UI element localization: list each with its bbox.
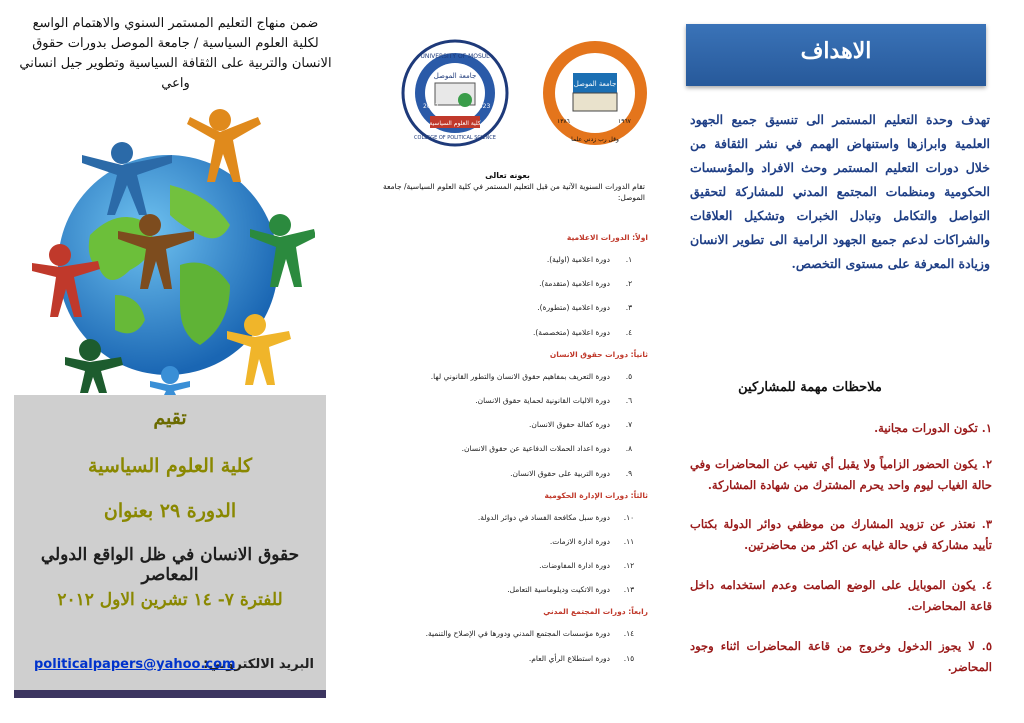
course-item xyxy=(366,389,648,413)
course-dates: للفترة ٧- ١٤ تشرين الاول ٢٠١٢ xyxy=(57,590,283,610)
course-item xyxy=(366,296,648,320)
course-announcement-box xyxy=(14,395,326,695)
email-link[interactable]: politicalpapers@yahoo.com xyxy=(34,657,236,672)
course-item-number: ١١. xyxy=(623,536,635,546)
university-logo-year-b: ١٩٦٧ xyxy=(618,118,631,125)
course-item-text: دورة التعريف بمفاهيم حقوق الانسان والتطور القانوني لها. xyxy=(430,371,610,381)
course-item xyxy=(366,365,648,389)
course-item-text: دورة التربية على حقوق الانسان. xyxy=(510,468,610,478)
logos xyxy=(380,38,680,168)
course-item-number: ٧. xyxy=(625,420,633,430)
right-panel xyxy=(680,0,1024,723)
college-logo-name: جامعة الموصل xyxy=(433,72,477,80)
college-logo-year-right: 1423 xyxy=(475,103,491,110)
announcement-line-3: الدورة ٢٩ بعنوان xyxy=(103,500,237,522)
university-logo-name: جامعة الموصل xyxy=(573,80,617,88)
course-item xyxy=(366,413,648,437)
course-item-number: ١٤. xyxy=(623,629,635,639)
course-section-title: ثانياً: دورات حقوق الانسان xyxy=(549,349,648,359)
note-3: ٣. نعتذر عن تزويد المشارك من موظفي دوائر الدولة بكتاب تأييد مشاركة في حالة غيابه عن اكثر من محاضرتين. xyxy=(690,517,992,552)
course-item-text: دورة اعلامية (اولية). xyxy=(546,255,610,264)
course-item xyxy=(366,462,648,486)
course-item-text: دورة ادارة المفاوضات. xyxy=(539,561,610,571)
course-item-number: ٤. xyxy=(625,327,633,337)
courses-intro-block xyxy=(370,170,645,203)
courses-list xyxy=(366,228,648,671)
course-item xyxy=(366,578,648,602)
college-logo xyxy=(403,41,507,145)
course-item-text: دورة اعلامية (متقدمة). xyxy=(539,279,610,289)
course-item-number: ١٣. xyxy=(623,585,635,595)
note-4: ٤. يكون الموبايل على الوضع الصامت وعدم استخدامه داخل قاعة المحاضرات. xyxy=(690,578,992,613)
course-item xyxy=(366,321,648,345)
globe-illustration xyxy=(20,95,315,395)
course-item xyxy=(366,554,648,578)
course-item-number: ١٠. xyxy=(623,512,635,522)
course-item xyxy=(366,506,648,530)
course-item xyxy=(366,272,648,296)
course-item-number: ٢. xyxy=(625,279,633,289)
university-logo-year-a: ١٣٨٦ xyxy=(557,118,570,125)
course-item-number: ٣. xyxy=(625,303,633,313)
announcement-line-2: كلية العلوم السياسية xyxy=(88,455,252,477)
email-label: البريد الالكتروني: xyxy=(203,657,314,672)
college-logo-bottom: كلية العلوم السياسية xyxy=(429,120,481,127)
course-item-text: دورة استطلاع الرأي العام. xyxy=(528,653,610,663)
course-item-number: ١٢. xyxy=(623,561,635,571)
course-item xyxy=(366,437,648,461)
course-item-text: دورة اعلامية (متطورة). xyxy=(537,303,610,313)
objectives-header xyxy=(686,24,986,86)
bottom-bar xyxy=(14,690,326,698)
course-item xyxy=(366,647,648,671)
course-item xyxy=(366,530,648,554)
course-item-text: دورة مؤسسات المجتمع المدني ودورها في الإصلاح والتنمية. xyxy=(425,629,610,639)
university-logo xyxy=(543,41,647,145)
course-item-text: دورة اعلامية (متخصصة). xyxy=(532,327,610,337)
course-item-number: ٥. xyxy=(625,371,633,381)
course-section-title: اولاً: الدورات الاعلامية xyxy=(566,233,648,242)
basmala: بعونه تعالى xyxy=(485,171,530,180)
course-item-text: دورة الاليات القانونية لحماية حقوق الانسان. xyxy=(475,395,610,405)
course-title: حقوق الانسان في ظل الواقع الدولي المعاصر xyxy=(40,545,300,585)
university-logo-motto: وقل رب زدني علما xyxy=(571,136,619,143)
course-item-number: ٦. xyxy=(625,395,633,405)
course-item-number: ٩. xyxy=(625,468,633,478)
course-item xyxy=(366,622,648,646)
intro-text: ضمن منهاج التعليم المستمر السنوي والاهتمام الواسع لكلية العلوم السياسية / جامعة الموصل بدورات حقوق الانسان والتربية على الثقافة السياسية وتطوير جيل انساني واعي xyxy=(19,16,332,91)
note-2: ٢. يكون الحضور الزامياً ولا يقبل أي تغيب عن المحاضرات وفي حالة الغياب ليوم واحد يحرم المشترك من شهادة المشاركة. xyxy=(690,457,992,492)
college-logo-ring-bottom: COLLEGE OF POLITICAL SCIENCE xyxy=(414,135,496,141)
college-logo-year-left: 2002 xyxy=(423,103,439,110)
course-item-text: دورة الاتكيت وديلوماسية التعامل. xyxy=(507,585,610,595)
note-1: ١. تكون الدورات مجانية. xyxy=(874,421,992,435)
middle-panel xyxy=(340,0,680,723)
course-item-number: ٨. xyxy=(625,444,633,454)
course-item-text: دورة اعداد الحملات الدفاعية عن حقوق الانسان. xyxy=(461,444,610,454)
course-item-text: دورة كفالة حقوق الانسان. xyxy=(528,420,610,430)
course-item-text: دورة سبل مكافحة الفساد في دوائر الدولة. xyxy=(477,512,610,522)
note-5: ٥. لا يجوز الدخول وخروج من قاعة المحاضرات اثناء وجود المحاضر. xyxy=(690,639,992,674)
notes-title: ملاحظات مهمة للمشاركين xyxy=(738,380,882,395)
objectives-text: تهدف وحدة التعليم المستمر الى تنسيق جميع الجهود العلمية وابرازها واستنهاض الهمم في نشر الثقافة من خلال دورات التعليم المستمر وحث الافراد والمؤسسات الحكومية ومنظمات المجتمع المدني للمشاركة لتحقيق التواصل والتكامل وتبادل الخبرات وتشكيل العلاقات والشراكات لدعم جميع الجهود الرامية الى تطوير الانسان وزيادة المعرفة على مستوى التخصص. xyxy=(690,112,990,271)
objectives-title: الاهداف xyxy=(800,38,872,64)
course-item-number: ١. xyxy=(625,255,633,264)
announcement-line-1: تقيم xyxy=(153,407,187,429)
left-panel xyxy=(0,0,340,723)
college-logo-ring-text: UNIVERSITY OF MOSUL xyxy=(420,53,490,60)
course-section-title: رابعاً: دورات المجتمع المدني xyxy=(543,607,648,617)
course-section-title: ثالثاً: دورات الإدارة الحكومية xyxy=(544,490,648,500)
course-item xyxy=(366,248,648,272)
courses-intro: تقام الدورات السنوية الآتية من قبل التعليم المستمر في كلية العلوم السياسية/ جامعة الموصل: xyxy=(383,182,645,202)
course-item-text: دورة ادارة الازمات. xyxy=(549,536,610,546)
course-item-number: ١٥. xyxy=(623,653,635,663)
